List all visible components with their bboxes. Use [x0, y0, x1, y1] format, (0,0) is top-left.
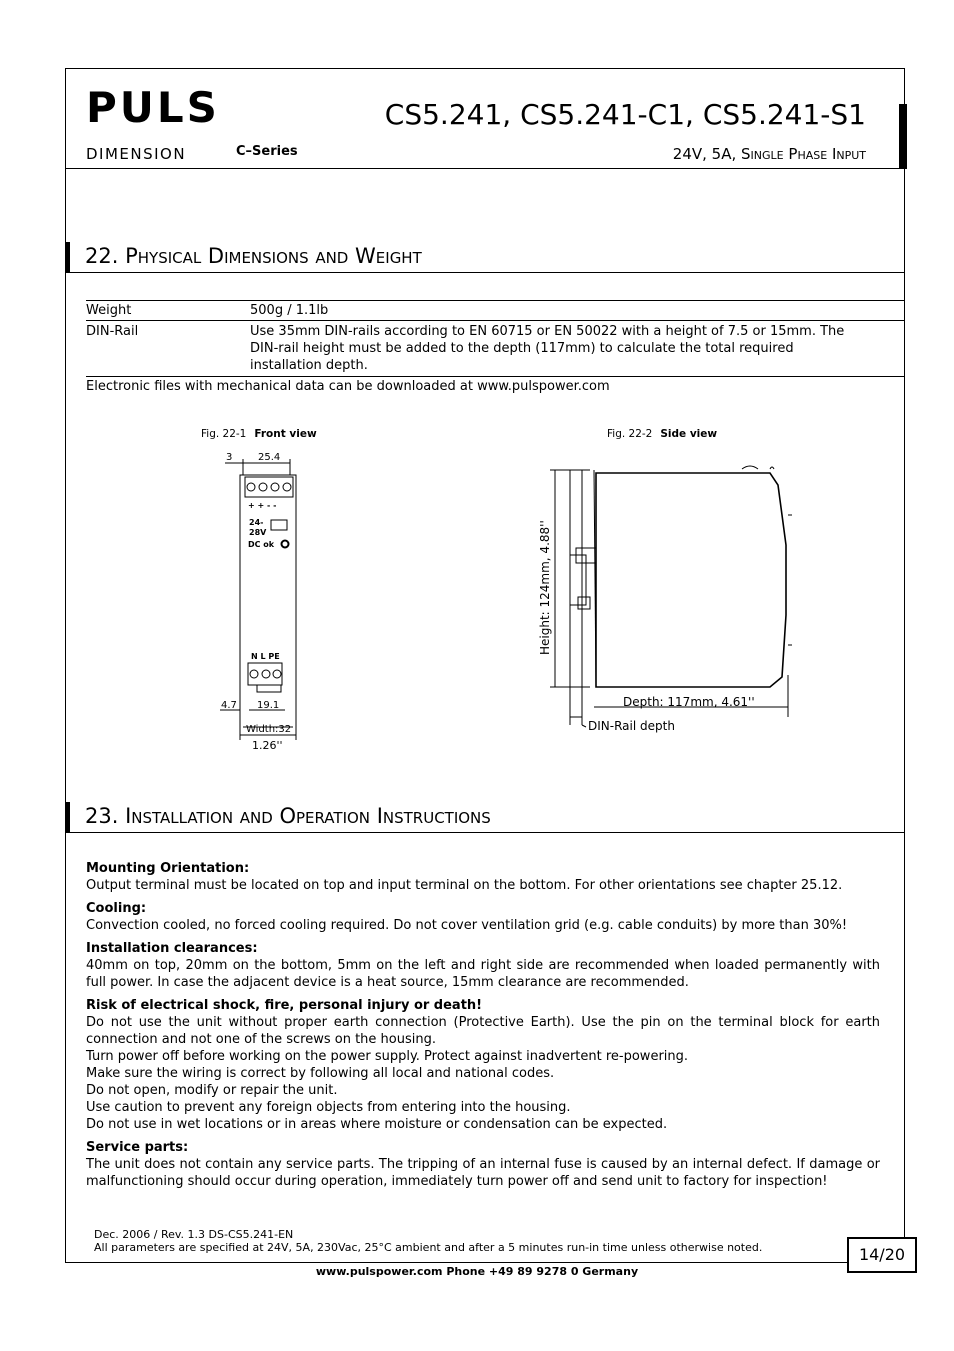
dc-ok-label: DC ok	[248, 540, 275, 549]
section-23-heading: 23. Installation and Operation Instructions	[65, 802, 905, 832]
risk-heading: Risk of electrical shock, fire, personal injury or death!	[86, 998, 483, 1013]
section-bar	[65, 242, 70, 272]
page-number: 14/20	[847, 1237, 917, 1273]
section-22-heading: 22. Physical Dimensions and Weight	[65, 242, 905, 272]
width-label: Width:32	[246, 724, 292, 735]
svg-text:24-: 24-	[249, 518, 264, 527]
mounting-heading: Mounting Orientation:	[86, 861, 250, 876]
din-rail-value: Use 35mm DIN-rails according to EN 60715 or EN 50022 with a height of 7.5 or 15mm. The DIN-rail height must be added to the depth (117mm) to calculate the total required installation depth.	[250, 324, 845, 373]
header-accent-bar	[899, 104, 907, 169]
terminal-bottom-label: N L PE	[251, 652, 280, 661]
fig-22-2-caption: Fig. 22-2 Side view	[607, 428, 718, 440]
weight-label: Weight	[86, 303, 132, 318]
section-title: Physical Dimensions and Weight	[125, 244, 422, 268]
section-title: Installation and Operation Instructions	[125, 804, 491, 828]
dim-3: 3	[226, 452, 233, 463]
svg-text:28V: 28V	[249, 528, 267, 537]
dimension-logo: DIMENSION	[86, 145, 187, 163]
dim-25-4: 25.4	[258, 452, 281, 463]
height-label: Height: 124mm, 4.88''	[538, 520, 552, 655]
dim-19-1: 19.1	[257, 700, 280, 711]
contact-line: www.pulspower.com Phone +49 89 9278 0 Germany	[315, 1265, 639, 1278]
footer-notes	[94, 1228, 762, 1254]
din-rail-label: DIN-Rail	[86, 324, 139, 339]
installation-instructions: Mounting Orientation: Output terminal must be located on top and input terminal on the bottom. For other orientations see chapter 25.12. Cooling: Convection cooled, no forced cooling required. Do not cover ventilation grid (e.g. cable conduits) by more than 30%! Installation clearances: 40mm on top, 20mm on the bottom, 5mm on the left and right side are recommended when loaded permanently with full power. In case the adjacent device is a heat source, 15mm clearance are recommended. Risk of electrical shock, fire, personal injury or death! Do not use the unit without proper earth connection (Protective Earth). Use the pin on the terminal block for earth connection and not one of the screws on the housing. Turn power off before working on the power supply. Protect against inadvertent re-powering. Make sure the wiring is correct by following all local and national codes. Do not open, modify or repair the unit. Use caution to prevent any foreign objects from entering into the housing. Do not use in wet locations or in areas where moisture or condensation can be expected. Service parts: The unit does not contain any service parts. The tripping of an internal fuse is caused by an internal defect. If damage or malfunctioning should occur during operation, immediately turn power off and send unit to factory for inspection!	[86, 861, 880, 1189]
section-bar	[65, 802, 70, 832]
width-inch-label: 1.26''	[252, 739, 283, 752]
dim-4-7: 4.7	[221, 700, 237, 711]
download-note: Electronic files with mechanical data can be downloaded at www.pulspower.com	[86, 379, 610, 394]
document-subtitle: 24V, 5A, Single Phase Input	[672, 145, 866, 163]
service-heading: Service parts:	[86, 1140, 189, 1155]
side-view-drawing	[530, 455, 805, 745]
din-rail-depth-label: DIN-Rail depth	[588, 719, 675, 733]
puls-logo: PULS	[86, 83, 220, 132]
weight-value: 500g / 1.1lb	[250, 303, 329, 318]
clearances-heading: Installation clearances:	[86, 941, 258, 956]
terminal-top-label: + + - -	[248, 501, 277, 510]
front-view-drawing	[215, 445, 315, 755]
revision-label: Dec. 2006 / Rev. 1.3 DS-CS5.241-EN	[94, 1228, 294, 1241]
fig-22-1-caption: Fig. 22-1 Front view	[201, 428, 317, 440]
series-label: C–Series	[236, 144, 298, 159]
document-title: CS5.241, CS5.241-C1, CS5.241-S1	[384, 98, 866, 131]
header-divider	[65, 168, 905, 169]
parameters-note: All parameters are specified at 24V, 5A, 230Vac, 25°C ambient and after a 5 minutes run-in time unless otherwise noted.	[94, 1241, 763, 1254]
depth-label: Depth: 117mm, 4.61''	[623, 695, 755, 709]
cooling-heading: Cooling:	[86, 901, 147, 916]
